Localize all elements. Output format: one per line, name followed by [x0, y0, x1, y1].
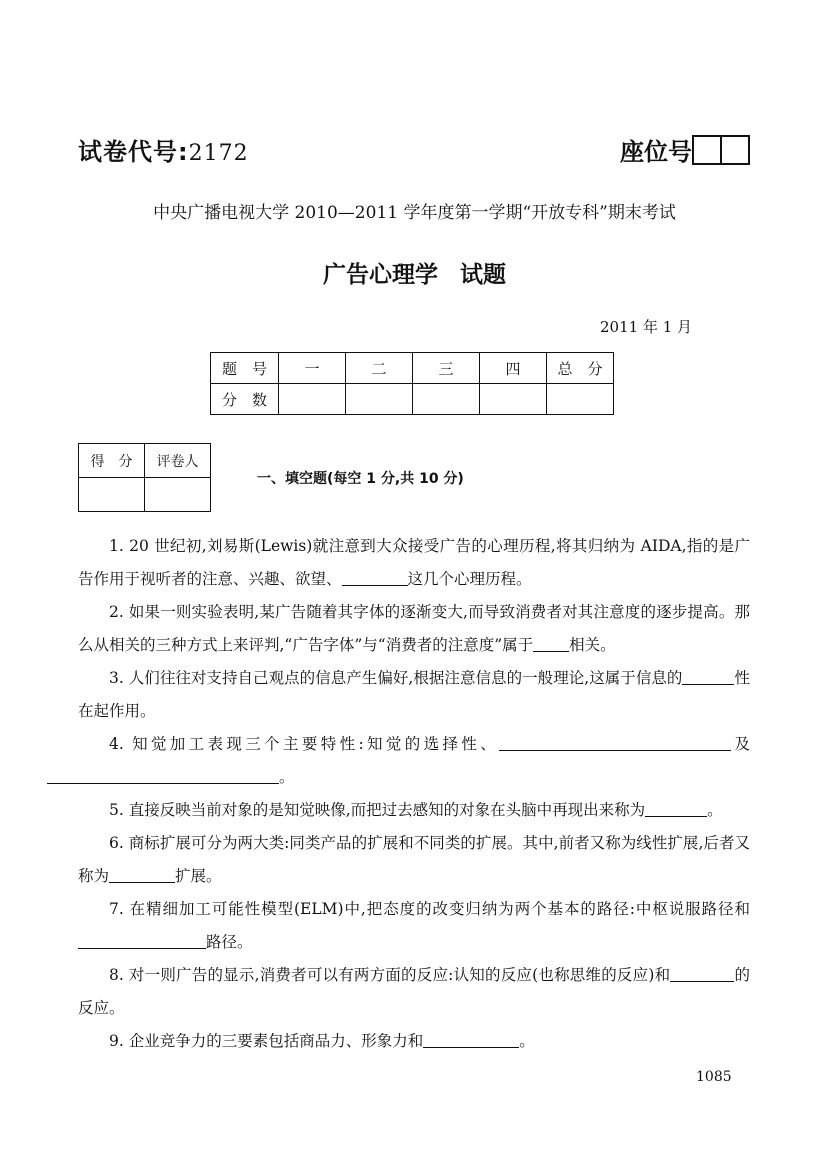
score-row-label: 分 数: [211, 384, 279, 415]
seat-number: [620, 132, 750, 167]
score-cell-3[interactable]: [413, 384, 480, 415]
grader-name-cell[interactable]: [145, 478, 211, 512]
grader-table: [78, 443, 211, 512]
answer-blank[interactable]: [682, 669, 734, 686]
exam-code: [78, 132, 249, 167]
score-header-label: 题 号: [211, 353, 279, 384]
grader-name-label: 评卷人: [145, 444, 211, 478]
course-name: 广告心理学: [323, 262, 438, 288]
score-header-3: 三: [413, 353, 480, 384]
score-cell-4[interactable]: [480, 384, 547, 415]
answer-blank[interactable]: [423, 1032, 519, 1049]
question-9: 9. 企业竞争力的三要素包括商品力、形象力和 。: [109, 1032, 535, 1050]
exam-date: 2011 年 1 月: [600, 318, 693, 336]
paper-label: 试题: [460, 262, 506, 288]
seat-box-2[interactable]: [722, 135, 750, 165]
score-header-2: 二: [346, 353, 413, 384]
grader-score-cell[interactable]: [79, 478, 145, 512]
answer-blank[interactable]: [47, 768, 279, 785]
question-7: 7. 在精细加工可能性模型(ELM)中,把态度的改变归纳为两个基本的路径:中枢说服路径和路径。: [78, 893, 750, 959]
answer-blank[interactable]: [109, 867, 175, 884]
page-number: 1085: [696, 1069, 732, 1085]
score-cell-2[interactable]: [346, 384, 413, 415]
exam-code-value: 2172: [188, 141, 249, 166]
question-8: 8. 对一则广告的显示,消费者可以有两方面的反应:认知的反应(也称思维的反应)和 的反应。: [78, 966, 750, 1017]
question-6: 6. 商标扩展可分为两大类:同类产品的扩展和不同类的扩展。其中,前者又称为线性扩展,后者又称为 扩展。: [78, 834, 750, 885]
score-table: [210, 352, 614, 415]
exam-code-label: 试卷代号:: [78, 138, 189, 166]
exam-subtitle: 中央广播电视大学 2010—2011 学年度第一学期“开放专科”期末考试: [153, 203, 676, 223]
question-4: 4. 知觉加工表现三个主要特性:知觉的选择性、 及。: [78, 728, 750, 794]
question-1: 1. 20 世纪初,刘易斯(Lewis)就注意到大众接受广告的心理历程,将其归纳为 AIDA,指的是广告作用于视听者的注意、兴趣、欲望、 这几个心理历程。: [78, 537, 750, 588]
question-list: [78, 530, 750, 1058]
score-header-1: 一: [279, 353, 346, 384]
score-cell-total[interactable]: [547, 384, 614, 415]
score-header-total: 总 分: [547, 353, 614, 384]
answer-blank[interactable]: [645, 801, 707, 818]
seat-number-label: 座位号: [620, 138, 692, 166]
answer-blank[interactable]: [78, 933, 206, 950]
answer-blank[interactable]: [670, 966, 734, 983]
seat-box-1[interactable]: [692, 135, 722, 165]
answer-blank[interactable]: [499, 735, 731, 752]
question-2: 2. 如果一则实验表明,某广告随着其字体的逐渐变大,而导致消费者对其注意度的逐步提高。那么从相关的三种方式上来评判,“广告字体”与“消费者的注意度”属于 相关。: [78, 603, 750, 654]
answer-blank[interactable]: [342, 570, 408, 587]
grader-score-label: 得 分: [79, 444, 145, 478]
exam-title: [0, 256, 829, 289]
score-header-4: 四: [480, 353, 547, 384]
answer-blank[interactable]: [533, 636, 569, 653]
question-3: 3. 人们往往对支持自己观点的信息产生偏好,根据注意信息的一般理论,这属于信息的 性在起作用。: [78, 669, 750, 720]
score-cell-1[interactable]: [279, 384, 346, 415]
question-5: 5. 直接反映当前对象的是知觉映像,而把过去感知的对象在头脑中再现出来称为 。: [109, 801, 723, 819]
section-title: 一、填空题(每空 1 分,共 10 分): [257, 471, 464, 487]
